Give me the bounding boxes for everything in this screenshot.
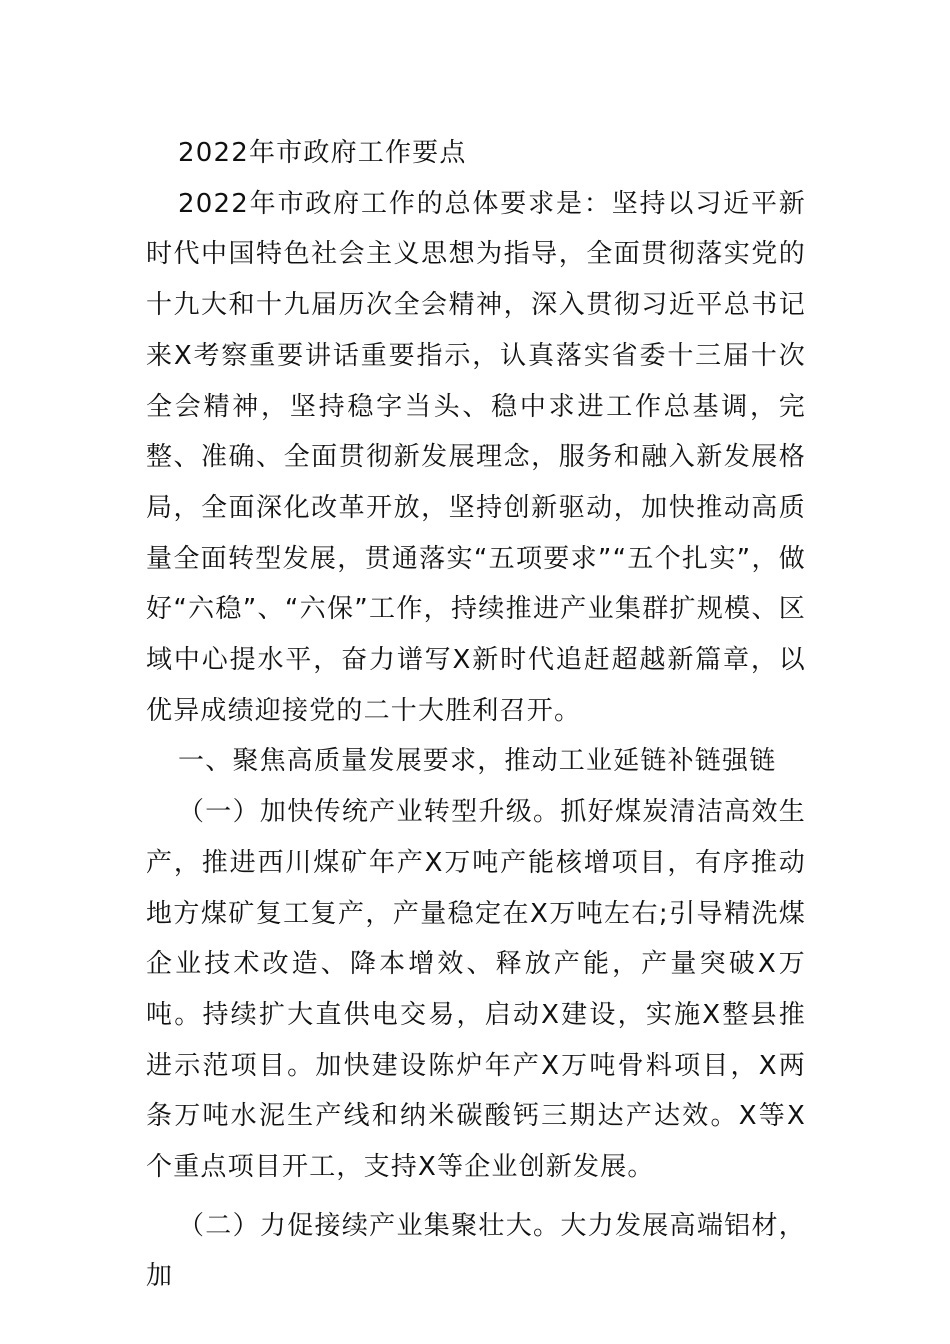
section-heading-1: 一、聚焦高质量发展要求，推动工业延链补链强链 <box>178 746 777 777</box>
document-body <box>146 128 806 1302</box>
paragraph-successor-industry: （二）力促接续产业集聚壮大。大力发展高端铝材，加 <box>146 1210 806 1292</box>
document-title: 2022年市政府工作要点 <box>178 138 467 168</box>
paragraph-traditional-industry: （一）加快传统产业转型升级。抓好煤炭清洁高效生产，推进西川煤矿年产X万吨产能核增项目，有序推动地方煤矿复工复产，产量稳定在X万吨左右;引导精洗煤企业技术改造、降本增效、释放产能，产量突破X万吨。持续扩大直供电交易，启动X建设，实施X整县推进示范项目。加快建设陈炉年产X万吨骨料项目，X两条万吨水泥生产线和纳米碳酸钙三期达产达效。X等X个重点项目开工，支持X等企业创新发展。 <box>146 797 806 1183</box>
paragraph-overall-requirements: 2022年市政府工作的总体要求是：坚持以习近平新时代中国特色社会主义思想为指导，全面贯彻落实党的十九大和十九届历次全会精神，深入贯彻习近平总书记来X考察重要讲话重要指示，认真落实省委十三届十次全会精神，坚持稳字当头、稳中求进工作总基调，完整、准确、全面贯彻新发展理念，服务和融入新发展格局，全面深化改革开放，坚持创新驱动，加快推动高质量全面转型发展，贯通落实“五项要求”“五个扎实”，做好“六稳”、“六保”工作，持续推进产业集群扩规模、区域中心提水平，奋力谱写X新时代追赶超越新篇章，以优异成绩迎接党的二十大胜利召开。 <box>146 188 806 726</box>
